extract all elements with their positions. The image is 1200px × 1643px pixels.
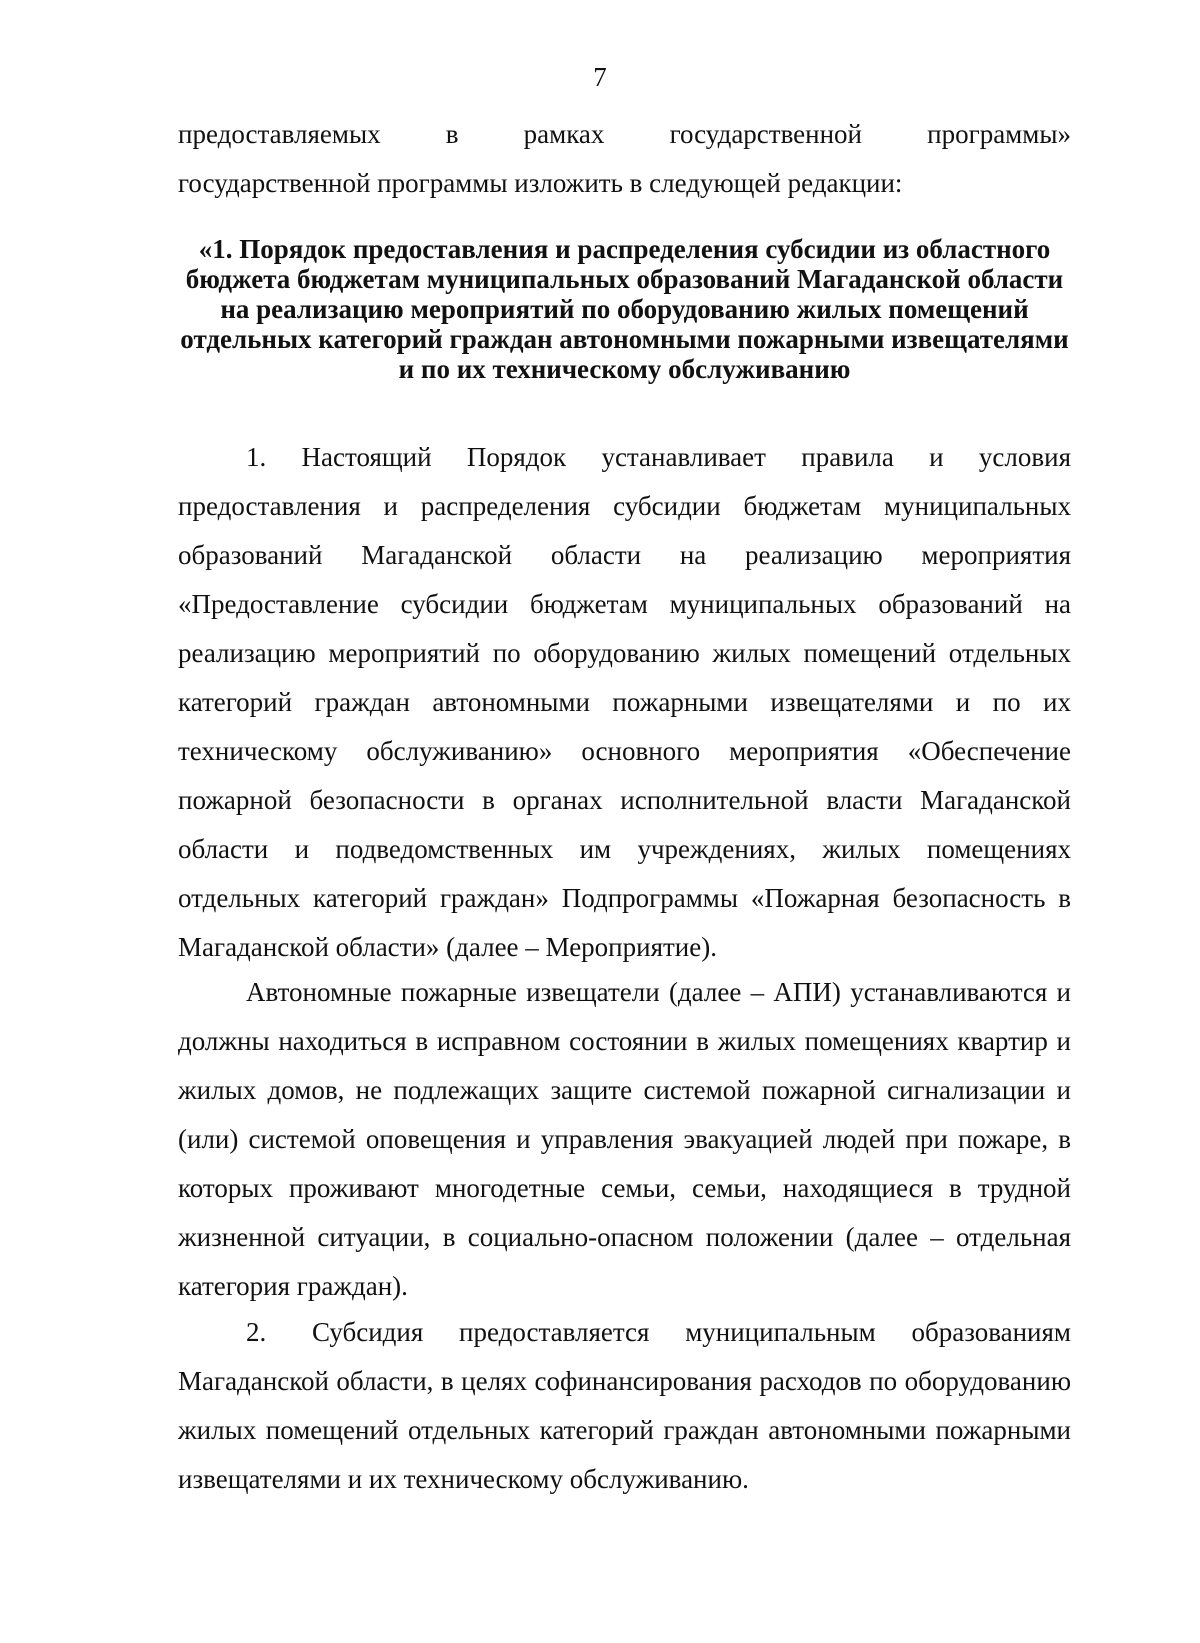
paragraph-2: [178, 1308, 1071, 1504]
paragraph-1: 1. Настоящий Порядок устанавливает правила и условия предоставления и распределения субсидии бюджетам муниципальных образований Магаданской области на реализацию мероприятия «Предоставление субсидии бюджетам муниципальных образований на реализацию мероприятий по оборудованию жилых помещений отдельных категорий граждан автономными пожарными извещателями и по их техническому обслуживанию» основного мероприятия «Обеспечение пожарной безопасности в органах исполнительной власти Магаданской области и подведомственных им учреждениях, жилых помещениях отдельных категорий граждан» Подпрограммы «Пожарная безопасность в Магаданской области» (далее – Мероприятие).: [178, 442, 1071, 962]
intro-line-1: предоставляемых в рамках государственной программы»: [178, 119, 1071, 149]
paragraph-2-number: 2.: [246, 1317, 267, 1347]
paragraph-2-text: Субсидия предоставляется муниципальным образованиям Магаданской области, в целях софинансирования расходов по оборудованию жилых помещений отдельных категорий граждан автономными пожарными извещателями и их техническому обслуживанию.: [178, 1317, 1071, 1494]
intro-paragraph: [178, 110, 1071, 208]
paragraph-api: Автономные пожарные извещатели (далее – АПИ) устанавливаются и должны находиться в исправном состоянии в жилых помещениях квартир и жилых домов, не подлежащих защите системой пожарной сигнализации и (или) системой оповещения и управления эвакуацией людей при пожаре, в которых проживают многодетные семьи, семьи, находящиеся в трудной жизненной ситуации, в социально-опасном положении (далее – отдельная категория граждан).: [178, 977, 1071, 1301]
intro-line-2: государственной программы изложить в следующей редакции:: [178, 168, 903, 198]
page-number: 7: [593, 62, 607, 92]
section-heading: «1. Порядок предоставления и распределения субсидии из областного бюджета бюджетам муниципальных образований Магаданской области на реализацию мероприятий по оборудованию жилых помещений отдельных категорий граждан автономными пожарными извещателями и по их техническому обслуживанию: [180, 234, 1069, 384]
